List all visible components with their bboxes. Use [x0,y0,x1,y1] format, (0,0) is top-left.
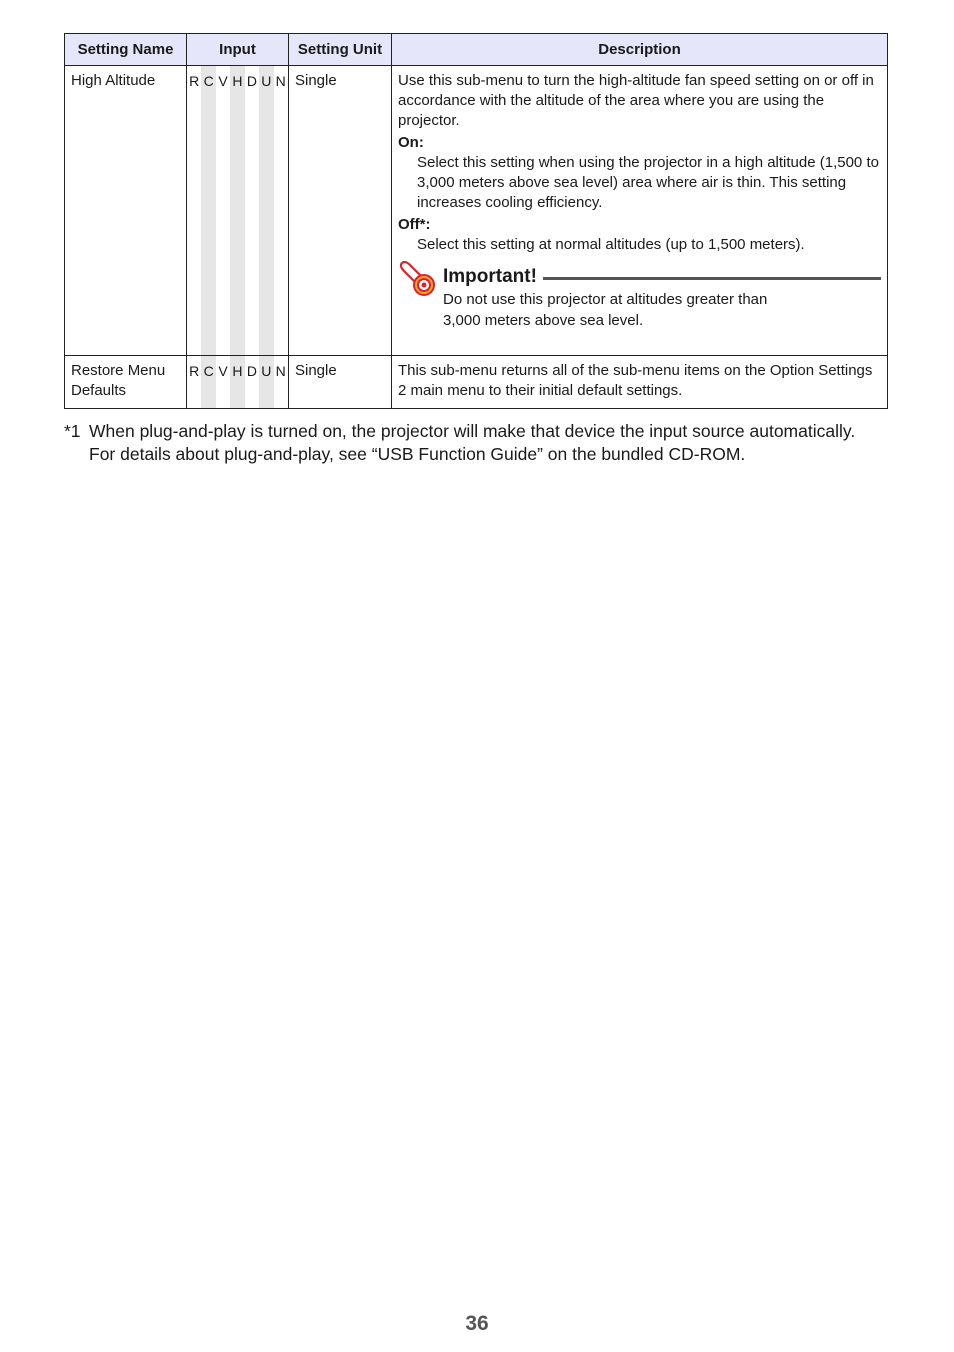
input-cell [187,66,289,356]
input-letter: C [201,66,215,355]
header-setting-unit: Setting Unit [289,34,392,66]
input-letter: N [275,363,286,379]
input-letter: V [218,73,228,89]
input-letter: U [259,66,273,355]
settings-table [64,33,888,409]
header-input: Input [187,34,289,66]
input-letter: V [218,363,228,379]
table-row-high-altitude [65,66,888,356]
important-divider [543,277,881,280]
input-letter: C [201,356,215,408]
setting-name-line: Restore Menu [71,362,166,379]
option-on-text: Select this setting when using the projector in a high altitude (1,500 to 3,000 meters above sea level) area where air is thin. This setting increases cooling efficiency. [417,154,879,211]
option-on-label: On: [398,134,424,151]
setting-unit-cell: Single [289,356,392,409]
input-letter: N [275,73,286,89]
description-cell [392,66,888,356]
table-header-row [65,34,888,66]
input-letter: D [246,363,257,379]
input-letter: R [189,73,200,89]
important-text-line1: Do not use this projector at altitudes greater than [443,291,768,308]
input-letter: U [259,356,273,408]
important-title: Important! [443,266,537,287]
setting-name-cell [65,356,187,409]
option-off-label: Off*: [398,216,431,233]
setting-name-line: Defaults [71,382,127,399]
important-note [398,265,881,331]
input-letter: R [189,363,200,379]
input-cell [187,356,289,409]
input-letter-strip [187,356,288,408]
pin-icon [398,261,440,297]
header-setting-name: Setting Name [65,34,187,66]
setting-name-cell: High Altitude [65,66,187,356]
important-text-line2: 3,000 meters above sea level. [443,312,644,329]
option-off-text: Select this setting at normal altitudes (up to 1,500 meters). [417,236,805,253]
input-letter-strip [187,66,288,355]
page-number: 36 [465,1312,489,1335]
footnote-mark: *1 [64,421,81,441]
description-cell: This sub-menu returns all of the sub-menu items on the Option Settings 2 main menu to their initial default settings. [392,356,888,409]
input-letter: H [230,356,244,408]
description-intro: Use this sub-menu to turn the high-altitude fan speed setting on or off in accordance with the altitude of the area where you are using the projector. [398,72,874,129]
footnote [64,420,864,466]
input-letter: H [230,66,244,355]
header-description: Description [392,34,888,66]
footnote-text: When plug-and-play is turned on, the projector will make that device the input source automatically. For details about plug-and-play, see “USB Function Guide” on the bundled CD-ROM. [89,421,856,464]
table-row-restore-defaults [65,356,888,409]
setting-unit-cell: Single [289,66,392,356]
input-letter: D [246,73,257,89]
